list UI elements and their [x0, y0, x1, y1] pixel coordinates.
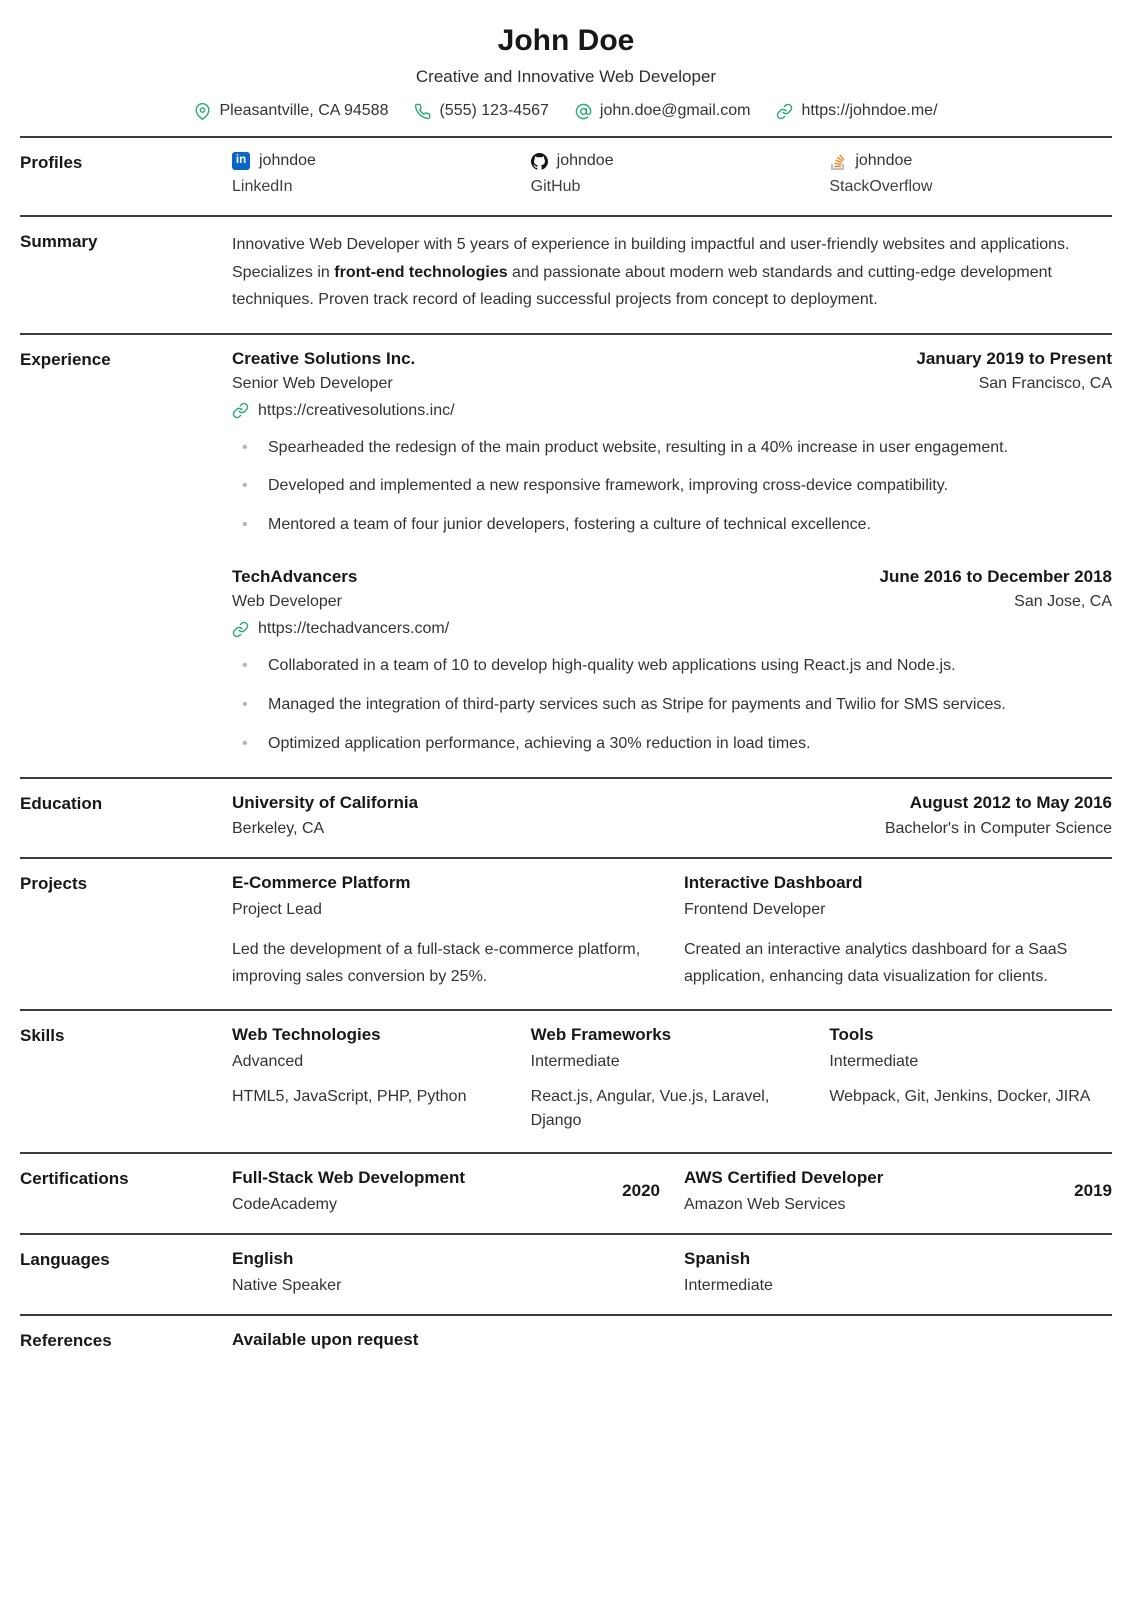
- github-icon: [531, 153, 548, 170]
- school-location: Berkeley, CA: [232, 819, 325, 837]
- project-role: Project Lead: [232, 900, 322, 918]
- summary-label: Summary: [20, 232, 98, 251]
- contact-phone: [414, 102, 548, 120]
- project-name: Interactive Dashboard: [684, 872, 863, 892]
- stackoverflow-icon: [829, 153, 846, 170]
- resume-header: [20, 16, 1112, 136]
- project-name: E-Commerce Platform: [232, 872, 411, 892]
- school-name: University of California: [232, 792, 419, 812]
- degree: Bachelor's in Computer Science: [884, 819, 1112, 837]
- skill-group: [232, 1025, 515, 1133]
- job-bullets: [232, 435, 1112, 540]
- contact-phone-text: (555) 123-4567: [439, 102, 549, 119]
- contact-website-text: https://johndoe.me/: [801, 102, 938, 119]
- skills-label: Skills: [20, 1026, 65, 1046]
- summary-text-bold: front-end technologies: [334, 263, 508, 281]
- job-bullets: [232, 653, 1112, 758]
- projects-section: [20, 859, 1112, 1009]
- job-dates: January 2019 to Present: [916, 348, 1112, 368]
- at-sign-icon: [575, 103, 592, 120]
- summary-text-before: Innovative Web Developer with 5 years of experience in building impactful and user-friendly websites and applications. Specializes in: [232, 236, 1070, 281]
- skill-keywords: HTML5, JavaScript, PHP, Python: [232, 1088, 467, 1106]
- profile-network: StackOverflow: [829, 178, 933, 195]
- profile-username: johndoe: [259, 152, 316, 169]
- contact-website[interactable]: [776, 102, 937, 120]
- project-role: Frontend Developer: [684, 900, 826, 918]
- job-bullet: • Spearheaded the redesign of the main product website, resulting in a 40% increase in user engagement.: [232, 435, 1112, 462]
- skill-level: Advanced: [232, 1053, 304, 1071]
- job-bullet: • Collaborated in a team of 10 to develop high-quality web applications using React.js and Node.js.: [232, 653, 1112, 680]
- language-name: Spanish: [684, 1249, 751, 1269]
- certifications-section: [20, 1154, 1112, 1233]
- certifications-label: Certifications: [20, 1169, 129, 1189]
- profiles-label: Profiles: [20, 153, 83, 172]
- languages-list: [232, 1249, 1112, 1295]
- language-fluency: Native Speaker: [232, 1277, 342, 1295]
- contact-location: [194, 102, 388, 120]
- skill-group: [829, 1025, 1112, 1133]
- certification-entry: [232, 1168, 660, 1214]
- education-section: [20, 779, 1112, 857]
- experience-label: Experience: [20, 349, 111, 369]
- profiles-list: [232, 152, 1112, 196]
- certification-issuer: Amazon Web Services: [684, 1196, 846, 1214]
- languages-section: [20, 1235, 1112, 1314]
- education-label: Education: [20, 793, 103, 813]
- job-bullet: • Optimized application performance, achieving a 30% reduction in load times.: [232, 731, 1112, 758]
- certification-issuer: CodeAcademy: [232, 1196, 337, 1214]
- certifications-list: [232, 1168, 1112, 1214]
- chain-link-icon: [232, 621, 249, 638]
- job-url[interactable]: [232, 620, 1112, 638]
- references-text: Available upon request: [232, 1330, 419, 1350]
- job-url-text: https://techadvancers.com/: [258, 620, 450, 638]
- project-entry: [684, 873, 1112, 990]
- job-url-text: https://creativesolutions.inc/: [258, 401, 455, 419]
- skill-keywords: React.js, Angular, Vue.js, Laravel, Django: [530, 1088, 770, 1130]
- job-location: San Francisco, CA: [978, 374, 1112, 392]
- references-section: [20, 1316, 1112, 1370]
- job-dates: June 2016 to December 2018: [879, 567, 1112, 587]
- experience-section: [20, 335, 1112, 777]
- summary-text: [232, 231, 1112, 314]
- experience-entry: [232, 349, 1112, 540]
- education-dates: August 2012 to May 2016: [909, 792, 1112, 812]
- profile-network: GitHub: [530, 178, 581, 195]
- skills-list: [232, 1025, 1112, 1133]
- candidate-headline: Creative and Innovative Web Developer: [415, 67, 717, 86]
- skill-group: [531, 1025, 814, 1133]
- summary-section: [20, 217, 1112, 333]
- project-description: Created an interactive analytics dashboard for a SaaS application, enhancing data visualization for clients.: [684, 940, 1068, 985]
- language-name: English: [232, 1249, 294, 1269]
- skill-name: Tools: [829, 1025, 874, 1045]
- candidate-name: John Doe: [497, 24, 635, 57]
- skill-name: Web Frameworks: [530, 1025, 672, 1045]
- job-bullet: • Mentored a team of four junior developers, fostering a culture of technical excellence.: [232, 512, 1112, 539]
- skills-section: [20, 1011, 1112, 1152]
- chain-link-icon: [232, 402, 249, 419]
- profile-username: johndoe: [855, 152, 913, 169]
- map-pin-icon: [194, 103, 211, 120]
- contact-email[interactable]: [575, 102, 751, 120]
- company-name: Creative Solutions Inc.: [232, 348, 416, 368]
- skill-name: Web Technologies: [232, 1025, 381, 1045]
- experience-list: [232, 349, 1112, 758]
- job-role: Senior Web Developer: [232, 374, 393, 392]
- language-fluency: Intermediate: [684, 1277, 773, 1295]
- job-bullet: • Managed the integration of third-party services such as Stripe for payments and Twilio for SMS services.: [232, 692, 1112, 719]
- skill-level: Intermediate: [829, 1053, 919, 1071]
- certification-year: 2019: [1074, 1181, 1112, 1201]
- job-url[interactable]: [232, 402, 1112, 420]
- certification-name: Full-Stack Web Development: [232, 1168, 466, 1188]
- profile-github[interactable]: [531, 152, 814, 196]
- job-location: San Jose, CA: [1014, 593, 1112, 611]
- profile-stackoverflow[interactable]: [829, 152, 1112, 196]
- profile-username: johndoe: [556, 152, 614, 169]
- skill-level: Intermediate: [530, 1053, 620, 1071]
- company-name: TechAdvancers: [232, 567, 358, 587]
- projects-label: Projects: [20, 873, 88, 893]
- phone-icon: [414, 103, 431, 120]
- contact-email-text: john.doe@gmail.com: [599, 102, 751, 119]
- projects-list: [232, 873, 1112, 990]
- references-label: References: [20, 1331, 112, 1351]
- job-role: Web Developer: [232, 593, 342, 611]
- certification-name: AWS Certified Developer: [684, 1168, 884, 1188]
- chain-link-icon: [776, 103, 793, 120]
- certification-entry: [684, 1168, 1112, 1214]
- profiles-section: [20, 138, 1112, 215]
- contact-location-text: Pleasantville, CA 94588: [219, 102, 389, 119]
- profile-network: LinkedIn: [232, 178, 293, 195]
- profile-linkedin[interactable]: [232, 152, 515, 196]
- summary-text-after: and passionate about modern web standards and cutting-edge development techniques. Proven track record of leading successful projects from concept to deployment.: [232, 263, 1052, 309]
- language-entry: [232, 1249, 660, 1295]
- experience-entry: [232, 567, 1112, 758]
- certification-year: 2020: [622, 1181, 660, 1201]
- job-bullet: • Developed and implemented a new responsive framework, improving cross-device compatibility.: [232, 473, 1112, 500]
- project-entry: [232, 873, 660, 990]
- languages-label: Languages: [20, 1250, 110, 1270]
- language-entry: [684, 1249, 1112, 1295]
- project-description: Led the development of a full-stack e-commerce platform, improving sales conversion by 25%.: [232, 940, 641, 985]
- contact-row: [20, 102, 1112, 120]
- skill-keywords: Webpack, Git, Jenkins, Docker, JIRA: [829, 1088, 1091, 1106]
- education-entry: [232, 793, 1112, 838]
- linkedin-icon: [232, 152, 250, 170]
